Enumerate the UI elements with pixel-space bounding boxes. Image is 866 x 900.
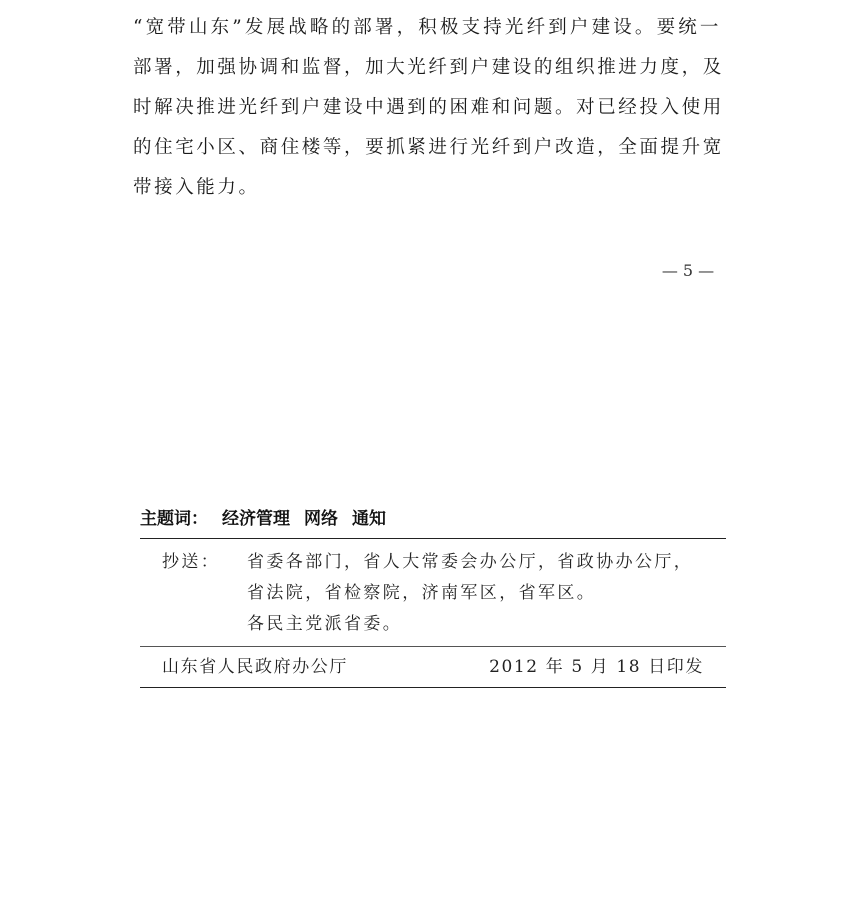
issuer-name: 山东省人民政府办公厅	[162, 657, 348, 677]
document-footer-block	[140, 500, 726, 688]
subject-keyword: 网络	[304, 509, 338, 529]
subject-label: 主题词：	[140, 509, 208, 529]
body-line: 带接入能力。	[133, 177, 260, 198]
page-number: — 5 —	[661, 261, 715, 280]
body-line: 的住宅小区、商住楼等，要抓紧进行光纤到户改造，全面提升宽	[133, 137, 724, 158]
cc-block	[140, 539, 726, 647]
body-line: 时解决推进光纤到户建设中遇到的困难和问题。对已经投入使用	[133, 97, 724, 118]
cc-label: 抄送：	[162, 552, 221, 572]
subject-keywords-row	[140, 500, 726, 539]
cc-row	[140, 547, 726, 640]
cc-recipients	[247, 547, 726, 640]
issue-date: 2012 年 5 月 18 日印发	[489, 657, 704, 677]
body-line: “宽带山东”发展战略的部署，积极支持光纤到户建设。要统一	[133, 17, 721, 38]
subject-keyword: 经济管理	[222, 509, 290, 529]
body-text	[133, 8, 724, 208]
cc-recipient-line: 省法院，省检察院，济南军区，省军区。	[247, 583, 597, 603]
cc-recipient-line: 各民主党派省委。	[247, 614, 403, 634]
body-line: 部署，加强协调和监督，加大光纤到户建设的组织推进力度，及	[133, 57, 724, 78]
issuer-row	[140, 647, 726, 688]
subject-keyword: 通知	[352, 509, 386, 529]
cc-recipient-line: 省委各部门，省人大常委会办公厅，省政协办公厅，	[247, 552, 694, 572]
